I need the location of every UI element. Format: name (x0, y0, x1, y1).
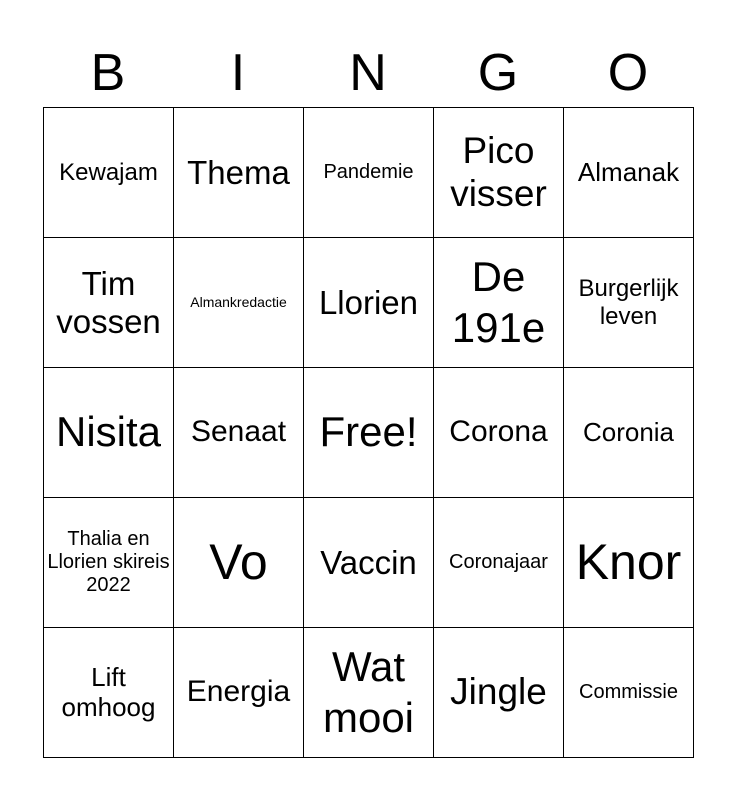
bingo-cell: Nisita (44, 368, 174, 498)
bingo-cell: Thalia en Llorien skireis 2022 (44, 498, 174, 628)
bingo-cell: Energia (174, 628, 304, 758)
bingo-cell: Commissie (564, 628, 694, 758)
header-letter-o: O (607, 44, 649, 102)
bingo-cell: Senaat (174, 368, 304, 498)
free-cell: Free! (304, 368, 434, 498)
header-letter-n: N (349, 44, 387, 102)
bingo-cell: Kewajam (44, 108, 174, 238)
bingo-header (43, 40, 693, 106)
bingo-cell: Jingle (434, 628, 564, 758)
bingo-cell: Almankredactie (174, 238, 304, 368)
header-letter-g: G (477, 44, 519, 102)
bingo-cell: Wat mooi (304, 628, 434, 758)
bingo-cell: Vaccin (304, 498, 434, 628)
bingo-cell: Pandemie (304, 108, 434, 238)
bingo-cell: Knor (564, 498, 694, 628)
bingo-cell: Thema (174, 108, 304, 238)
header-letter-b: B (90, 44, 126, 102)
bingo-cell: Vo (174, 498, 304, 628)
bingo-cell: Almanak (564, 108, 694, 238)
bingo-cell: Pico visser (434, 108, 564, 238)
bingo-cell: Coronia (564, 368, 694, 498)
bingo-cell: Lift omhoog (44, 628, 174, 758)
bingo-cell: Llorien (304, 238, 434, 368)
bingo-cell: Burgerlijk leven (564, 238, 694, 368)
bingo-card (43, 107, 694, 758)
bingo-cell: Coronajaar (434, 498, 564, 628)
header-letter-i: I (230, 44, 246, 102)
bingo-cell: De 191e (434, 238, 564, 368)
bingo-cell: Corona (434, 368, 564, 498)
bingo-cell: Tim vossen (44, 238, 174, 368)
